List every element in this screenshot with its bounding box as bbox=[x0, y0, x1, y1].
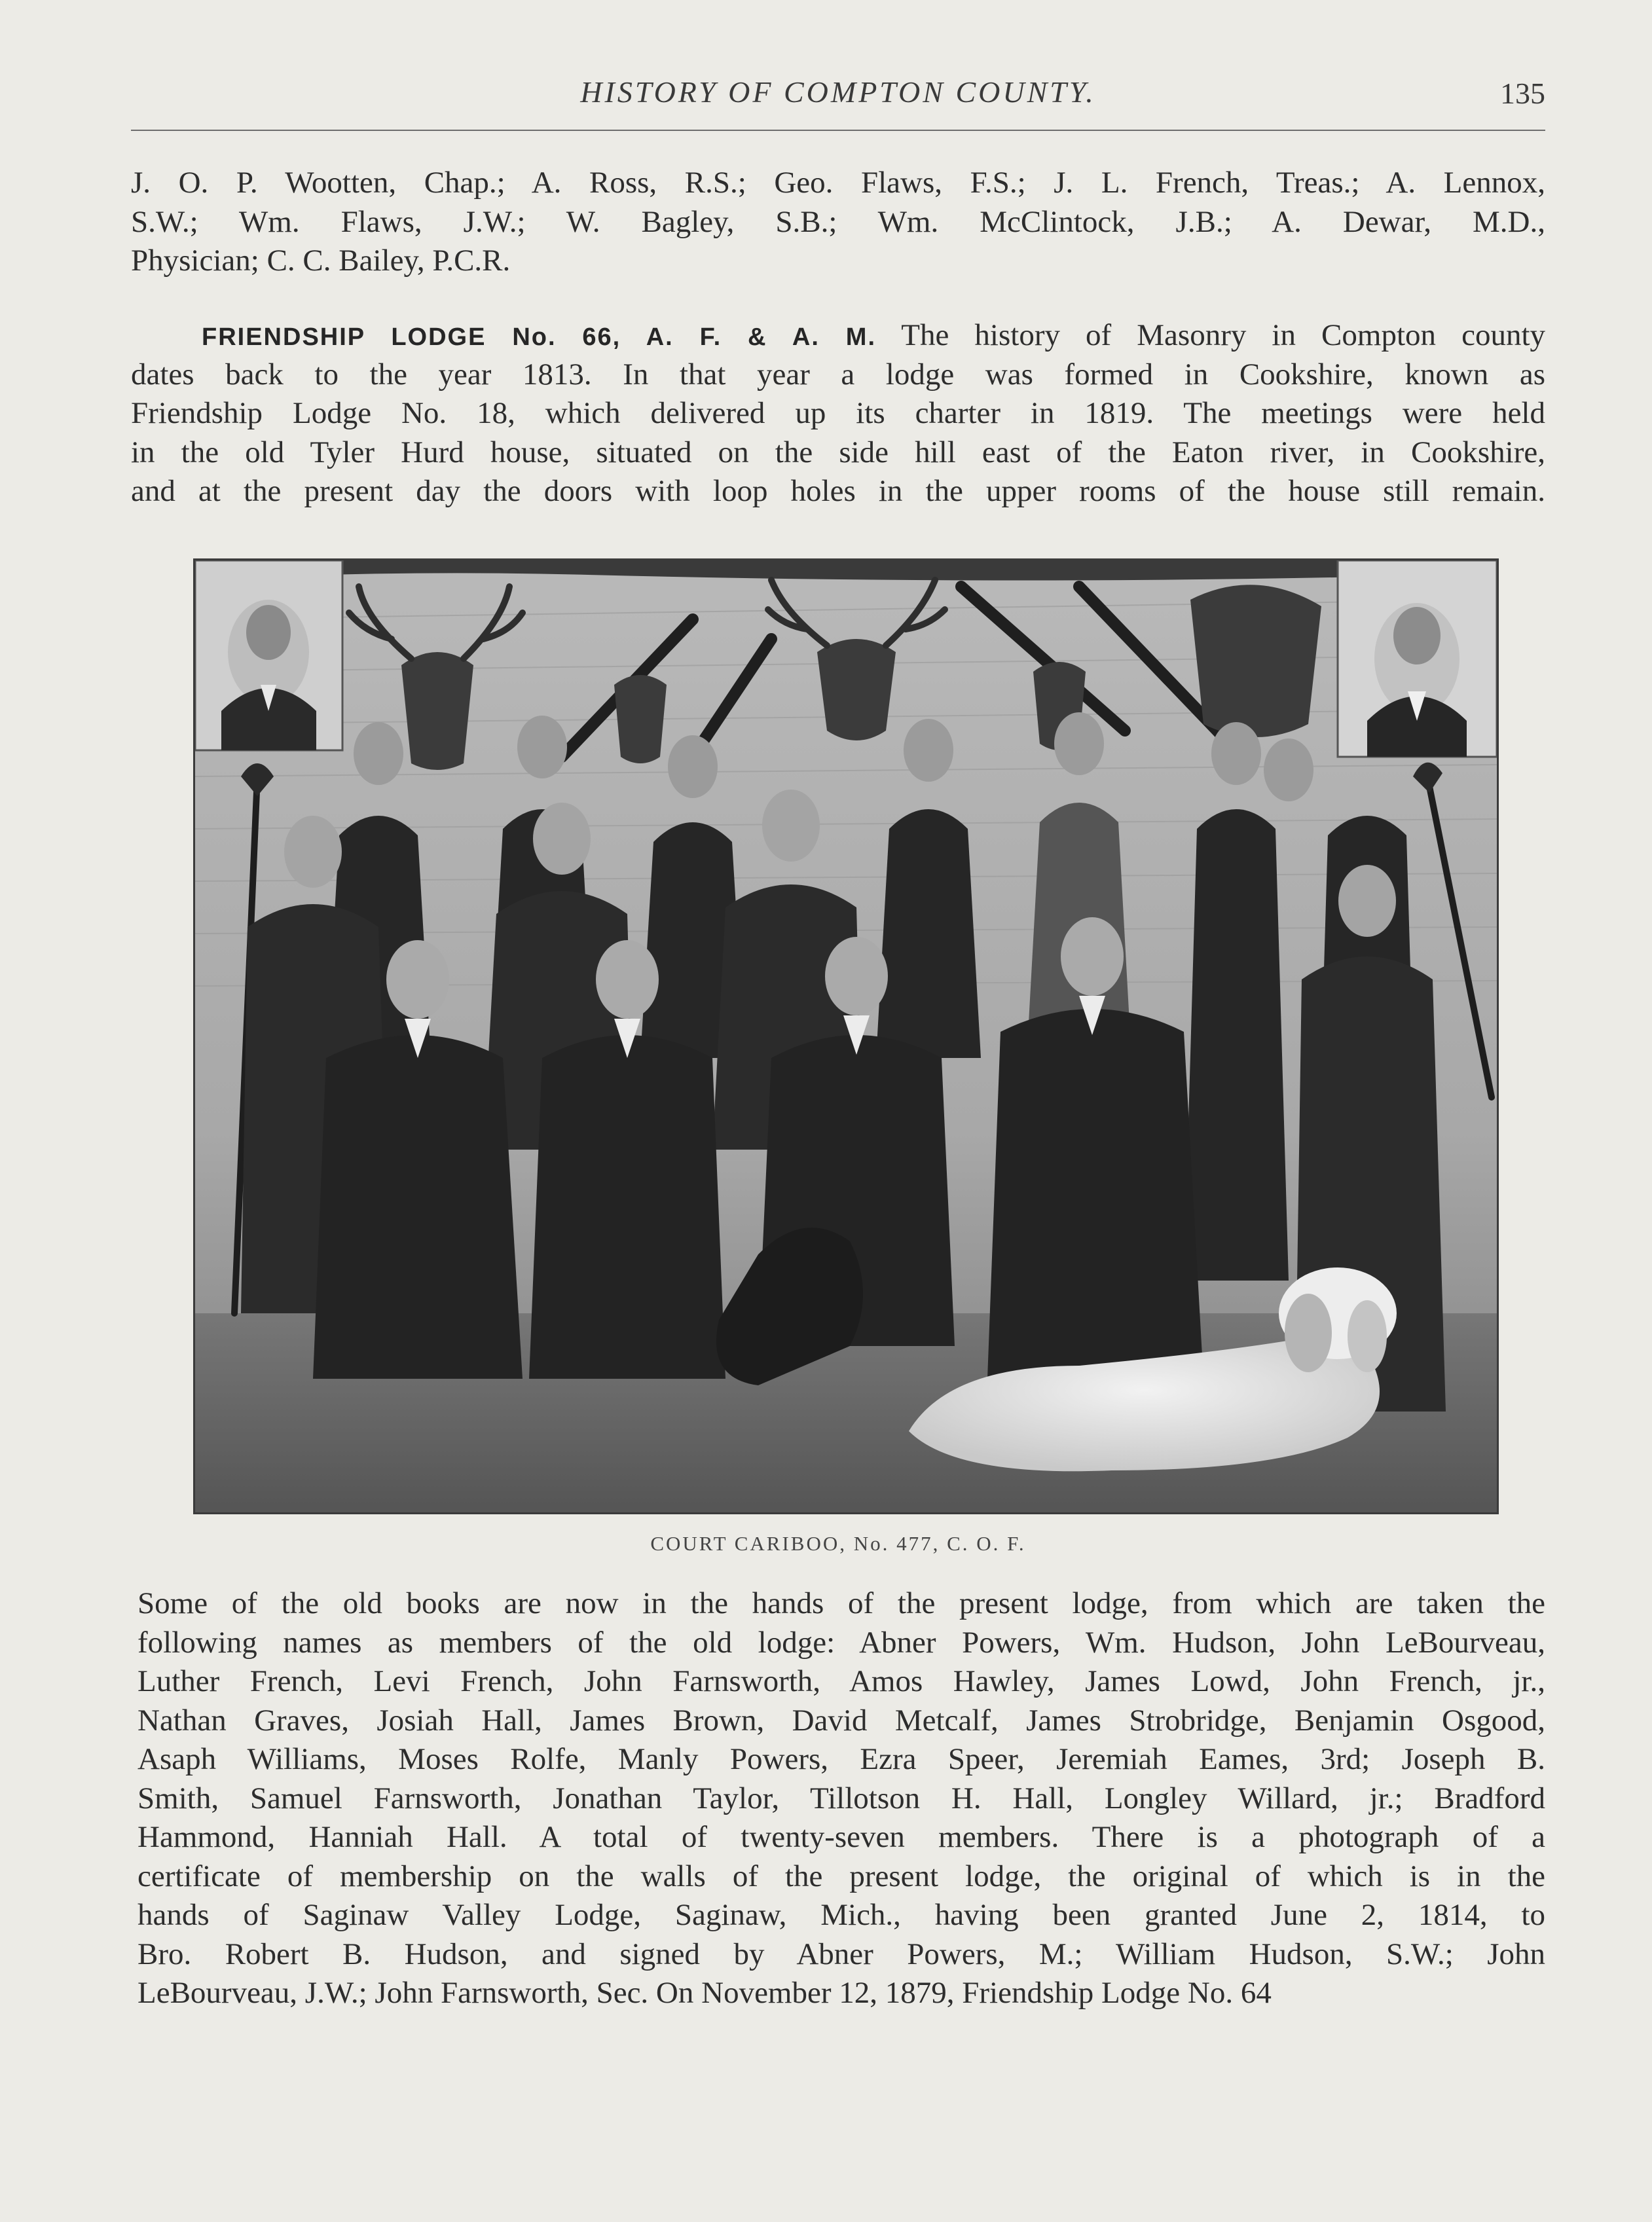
running-head bbox=[131, 71, 1545, 123]
text-line: and at the present day the doors with loop holes in the upper rooms of the house still remain. bbox=[131, 474, 1545, 508]
text-line: following names as members of the old lodge: Abner Powers, Wm. Hudson, John LeBourveau, bbox=[138, 1625, 1545, 1660]
text-line: Smith, Samuel Farnsworth, Jonathan Taylor, Tillotson H. Hall, Longley Willard, jr.; Bradford bbox=[138, 1781, 1545, 1815]
text-line: S.W.; Wm. Flaws, J.W.; W. Bagley, S.B.; Wm. McClintock, J.B.; A. Dewar, M.D., bbox=[131, 204, 1545, 239]
text-line: Nathan Graves, Josiah Hall, James Brown, David Metcalf, James Strobridge, Benjamin Osgood, bbox=[138, 1703, 1545, 1738]
photo-caption: COURT CARIBOO, No. 477, C. O. F. bbox=[650, 1532, 1026, 1555]
text-line: Some of the old books are now in the hands of the present lodge, from which are taken the bbox=[138, 1586, 1545, 1620]
old-books-paragraph bbox=[138, 1584, 1545, 2013]
officers-paragraph bbox=[131, 164, 1545, 281]
text-line: hands of Saginaw Valley Lodge, Saginaw, Mich., having been granted June 2, 1814, to bbox=[138, 1898, 1545, 1932]
friendship-lodge-paragraph bbox=[131, 316, 1545, 511]
text-line: Asaph Williams, Moses Rolfe, Manly Powers, Ezra Speer, Jeremiah Eames, 3rd; Joseph B. bbox=[138, 1742, 1545, 1776]
text-line: LeBourveau, J.W.; John Farnsworth, Sec. On November 12, 1879, Friendship Lodge No. 64 bbox=[138, 1976, 1272, 2010]
text-line: J. O. P. Wootten, Chap.; A. Ross, R.S.; Geo. Flaws, F.S.; J. L. French, Treas.; A. Lennox, bbox=[131, 166, 1545, 200]
text-line: Luther French, Levi French, John Farnsworth, Amos Hawley, James Lowd, John French, jr., bbox=[138, 1664, 1545, 1698]
text-line: Friendship Lodge No. 18, which delivered up its charter in 1819. The meetings were held bbox=[131, 396, 1545, 430]
photograph-illustration bbox=[195, 560, 1497, 1512]
text-line: in the old Tyler Hurd house, situated on the side hill east of the Eaton river, in Cookshire, bbox=[131, 435, 1545, 469]
group-photograph bbox=[193, 558, 1499, 1514]
lodge-first-line-text: The history of Masonry in Compton county bbox=[901, 318, 1546, 352]
text-line: Bro. Robert B. Hudson, and signed by Abner Powers, M.; William Hudson, S.W.; John bbox=[138, 1937, 1545, 1971]
text-line: certificate of membership on the walls of the present lodge, the original of which is in the bbox=[138, 1859, 1545, 1893]
text-line: dates back to the year 1813. In that year a lodge was formed in Cookshire, known as bbox=[131, 357, 1545, 392]
text-line: Physician; C. C. Bailey, P.C.R. bbox=[131, 244, 511, 278]
page-number: 135 bbox=[1500, 77, 1545, 110]
running-title: HISTORY OF COMPTON COUNTY. bbox=[580, 75, 1096, 109]
text-line: Hammond, Hanniah Hall. A total of twenty-seven members. There is a photograph of a bbox=[138, 1820, 1545, 1854]
header-rule bbox=[131, 130, 1545, 131]
lodge-heading: FRIENDSHIP LODGE No. 66, A. F. & A. M. bbox=[202, 323, 877, 351]
text-line bbox=[131, 316, 1545, 355]
